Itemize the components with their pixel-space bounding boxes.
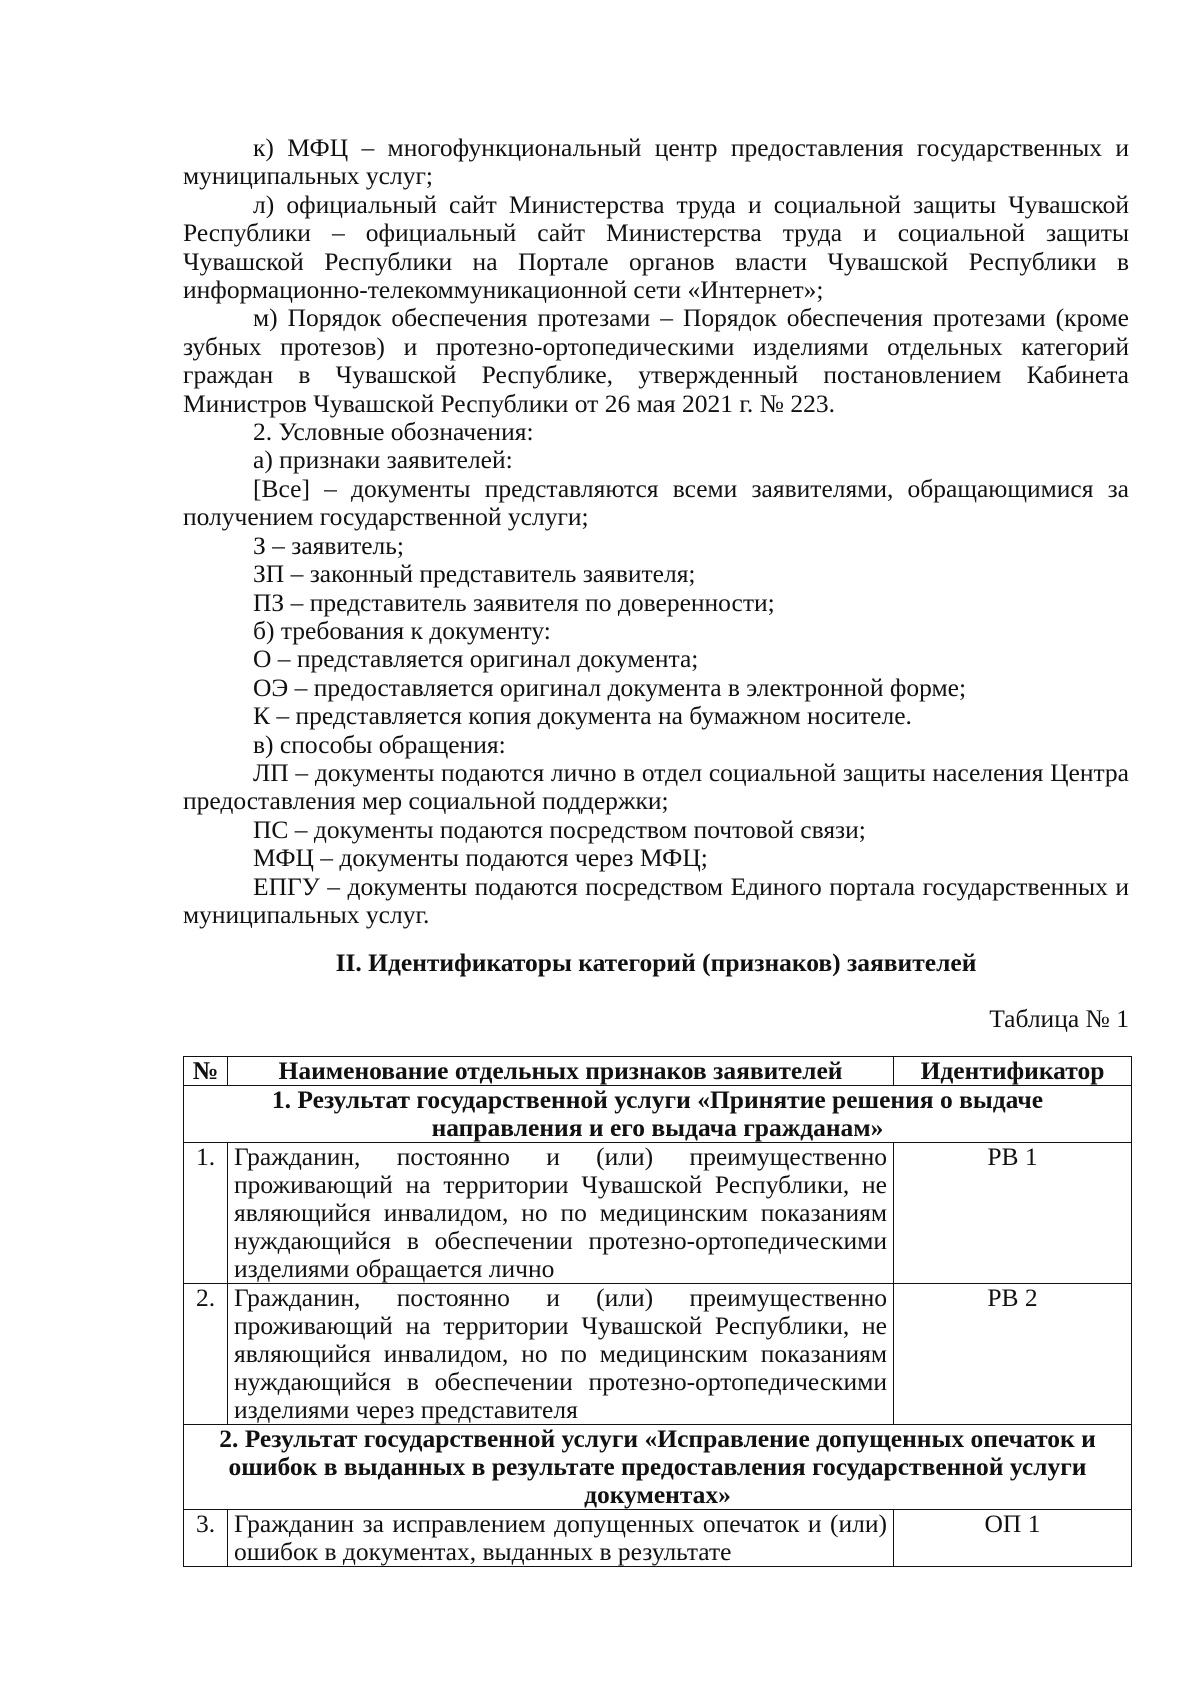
paragraph-ps: ПС – документы подаются посредством почтовой связи; xyxy=(253,814,866,844)
row-name: Гражданин за исправлением допущенных опечаток и (или) ошибок в документах, выданных в результате xyxy=(228,1510,894,1567)
header-identifier: Идентификатор xyxy=(894,1057,1132,1086)
table-header-row xyxy=(184,1057,1132,1086)
paragraph-zp: ЗП – законный представитель заявителя; xyxy=(253,559,696,589)
group-title: 2. Результат государственной услуги «Исправление допущенных опечаток и ошибок в выданных в результате предоставления государственной услуги документах» xyxy=(184,1425,1132,1510)
paragraph-pz: ПЗ – представитель заявителя по доверенности; xyxy=(253,587,775,617)
group-row xyxy=(184,1425,1132,1510)
paragraph-k: к) МФЦ – многофункциональный центр предоставления государственных и муниципальных услуг; xyxy=(183,133,1129,191)
paragraph-v: в) способы обращения: xyxy=(253,729,506,759)
table-row xyxy=(184,1510,1132,1567)
paragraph-z: З – заявитель; xyxy=(253,530,404,560)
row-name: Гражданин, постоянно и (или) преимущественно проживающий на территории Чувашской Республики, не являющийся инвалидом, но по медицинским показаниям нуждающийся в обеспечении протезно-ортопедическими изделиями обращается лично xyxy=(228,1143,894,1284)
table-caption: Таблица № 1 xyxy=(989,1004,1129,1033)
table-row xyxy=(184,1284,1132,1425)
paragraph-conventions: 2. Условные обозначения: xyxy=(253,417,534,447)
row-identifier: РВ 1 xyxy=(894,1143,1132,1284)
row-identifier: ОП 1 xyxy=(894,1510,1132,1567)
section-title: II. Идентификаторы категорий (признаков) заявителей xyxy=(335,948,977,977)
table-row xyxy=(184,1143,1132,1284)
paragraph-k-copy: К – представляется копия документа на бумажном носителе. xyxy=(253,701,912,731)
body-text xyxy=(183,134,1129,929)
paragraph-lp: ЛП – документы подаются лично в отдел социальной защиты населения Центра предоставления мер социальной поддержки; xyxy=(183,757,1129,816)
identifiers-table xyxy=(183,1056,1132,1567)
paragraph-l: л) официальный сайт Министерства труда и социальной защиты Чувашской Республики – официальный сайт Министерства труда и социальной защиты Чувашской Республики на Портале органов власти Чувашской Республики в информационно-телекоммуникационной сети «Интернет»; xyxy=(183,189,1129,305)
paragraph-o: О – представляется оригинал документа; xyxy=(253,644,699,674)
paragraph-epgu: ЕПГУ – документы подаются посредством Единого портала государственных и муниципальных услуг. xyxy=(183,871,1129,929)
paragraph-m: м) Порядок обеспечения протезами – Порядок обеспечения протезами (кроме зубных протезов) и протезно-ортопедическими изделиями отдельных категорий граждан в Чувашской Республике, утвержденный постановлением Кабинета Министров Чувашской Республики от 26 мая 2021 г. № 223. xyxy=(183,303,1129,418)
group-row xyxy=(184,1086,1132,1143)
paragraph-a: а) признаки заявителей: xyxy=(253,445,513,475)
row-number: 2. xyxy=(184,1284,228,1425)
row-name: Гражданин, постоянно и (или) преимущественно проживающий на территории Чувашской Республики, не являющийся инвалидом, но по медицинским показаниям нуждающийся в обеспечении протезно-ортопедическими изделиями через представителя xyxy=(228,1284,894,1425)
group-title: 1. Результат государственной услуги «Принятие решения о выдаче направления и его выдача гражданам» xyxy=(184,1086,1132,1143)
paragraph-b: б) требования к документу: xyxy=(253,615,551,645)
paragraph-mfc: МФЦ – документы подаются через МФЦ; xyxy=(253,843,708,873)
header-number: № xyxy=(184,1057,228,1086)
row-number: 3. xyxy=(184,1510,228,1567)
row-identifier: РВ 2 xyxy=(894,1284,1132,1425)
row-number: 1. xyxy=(184,1143,228,1284)
paragraph-oe: ОЭ – предоставляется оригинал документа в электронной форме; xyxy=(253,672,967,702)
header-name: Наименование отдельных признаков заявителей xyxy=(228,1057,894,1086)
paragraph-all: [Все] – документы представляются всеми заявителями, обращающимися за получением государственной услуги; xyxy=(183,473,1129,532)
